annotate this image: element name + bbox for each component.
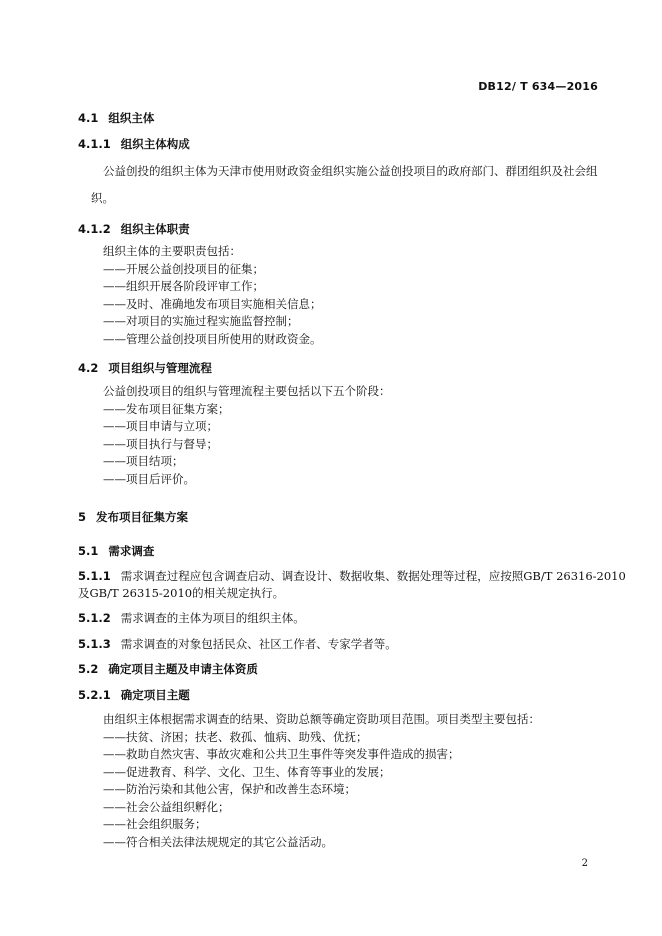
section-number: 4.1.1 <box>78 137 111 151</box>
list-item: ——管理公益创投项目所使用的财政资金。 <box>103 331 322 346</box>
heading-4-2 <box>78 360 212 376</box>
heading-5-1 <box>78 543 154 559</box>
heading-5-2 <box>78 661 258 677</box>
section-title: 项目组织与管理流程 <box>108 361 212 375</box>
heading-5 <box>78 509 188 525</box>
paragraph-4-1-1-line2: 织。 <box>91 191 114 205</box>
section-title: 组织主体构成 <box>120 137 190 151</box>
section-number: 4.1 <box>78 111 99 125</box>
section-number: 4.2 <box>78 361 99 375</box>
clause-number: 5.1.2 <box>78 611 111 625</box>
list-item: ——发布项目征集方案； <box>103 401 230 416</box>
list-item: ——项目后评价。 <box>103 471 195 486</box>
list-item: ——社会组织服务； <box>103 817 207 831</box>
list-item: ——对项目的实施过程实施监督控制； <box>103 314 299 328</box>
heading-4-1-1 <box>78 136 190 152</box>
clause-text: 需求调查过程应包含调查启动、调查设计、数据收集、数据处理等过程，应按照GB/T 26316-2010 <box>120 569 626 583</box>
section-title: 确定项目主题及申请主体资质 <box>108 662 258 676</box>
section-number: 4.1.2 <box>78 222 111 236</box>
list-item: ——社会公益组织孵化； <box>103 799 230 814</box>
page-number: 2 <box>581 858 588 869</box>
section-title: 组织主体职责 <box>120 222 190 236</box>
list-intro: 由组织主体根据需求调查的结果、资助总额等确定资助项目范围。项目类型主要包括： <box>103 712 540 726</box>
list-item: ——及时、准确地发布项目实施相关信息； <box>103 296 322 311</box>
list-item: ——项目结项； <box>103 454 184 468</box>
section-number: 5 <box>78 510 87 524</box>
list-item: ——扶贫、济困；扶老、救孤、恤病、助残、优抚； <box>103 729 368 744</box>
section-title: 需求调查 <box>108 544 155 558</box>
list-item: ——防治污染和其他公害，保护和改善生态环境； <box>103 782 356 796</box>
paragraph-5-1-3 <box>78 636 397 652</box>
list-item: ——项目申请与立项； <box>103 419 218 433</box>
list-intro: 公益创投项目的组织与管理流程主要包括以下五个阶段： <box>103 384 391 398</box>
list-item: ——开展公益创投项目的征集； <box>103 261 264 276</box>
list-item: ——促进教育、科学、文化、卫生、体育等事业的发展； <box>103 764 391 779</box>
section-number: 5.1 <box>78 544 99 558</box>
section-title: 发布项目征集方案 <box>96 510 189 524</box>
paragraph-5-1-1-line2: 及GB/T 26315-2010的相关规定执行。 <box>78 586 285 600</box>
standard-code: DB12/ T 634—2016 <box>478 80 598 93</box>
list-4-1-2 <box>103 243 322 348</box>
clause-text: 需求调查的主体为项目的组织主体。 <box>120 611 305 625</box>
list-item: ——符合相关法律法规规定的其它公益活动。 <box>103 834 333 849</box>
heading-4-1 <box>78 110 154 126</box>
heading-4-1-2 <box>78 221 190 237</box>
list-item: ——项目执行与督导； <box>103 436 218 451</box>
clause-text: 需求调查的对象包括民众、社区工作者、专家学者等。 <box>120 637 397 651</box>
list-intro: 组织主体的主要职责包括： <box>103 244 241 258</box>
list-item: ——救助自然灾害、事故灾难和公共卫生事件等突发事件造成的损害； <box>103 747 460 761</box>
paragraph-4-1-1-line1: 公益创投的组织主体为天津市使用财政资金组织实施公益创投项目的政府部门、群团组织及社会组 <box>103 164 598 178</box>
paragraph-5-1-1-line1 <box>78 568 626 584</box>
section-title: 组织主体 <box>108 111 155 125</box>
section-title: 确定项目主题 <box>120 688 190 702</box>
heading-5-2-1 <box>78 687 190 703</box>
section-number: 5.2.1 <box>78 688 111 702</box>
clause-number: 5.1.3 <box>78 637 111 651</box>
paragraph-5-1-2 <box>78 610 305 626</box>
section-number: 5.2 <box>78 662 99 676</box>
list-5-2-1 <box>103 711 540 851</box>
list-item: ——组织开展各阶段评审工作； <box>103 279 264 293</box>
clause-number: 5.1.1 <box>78 569 111 583</box>
list-4-2 <box>103 383 391 488</box>
